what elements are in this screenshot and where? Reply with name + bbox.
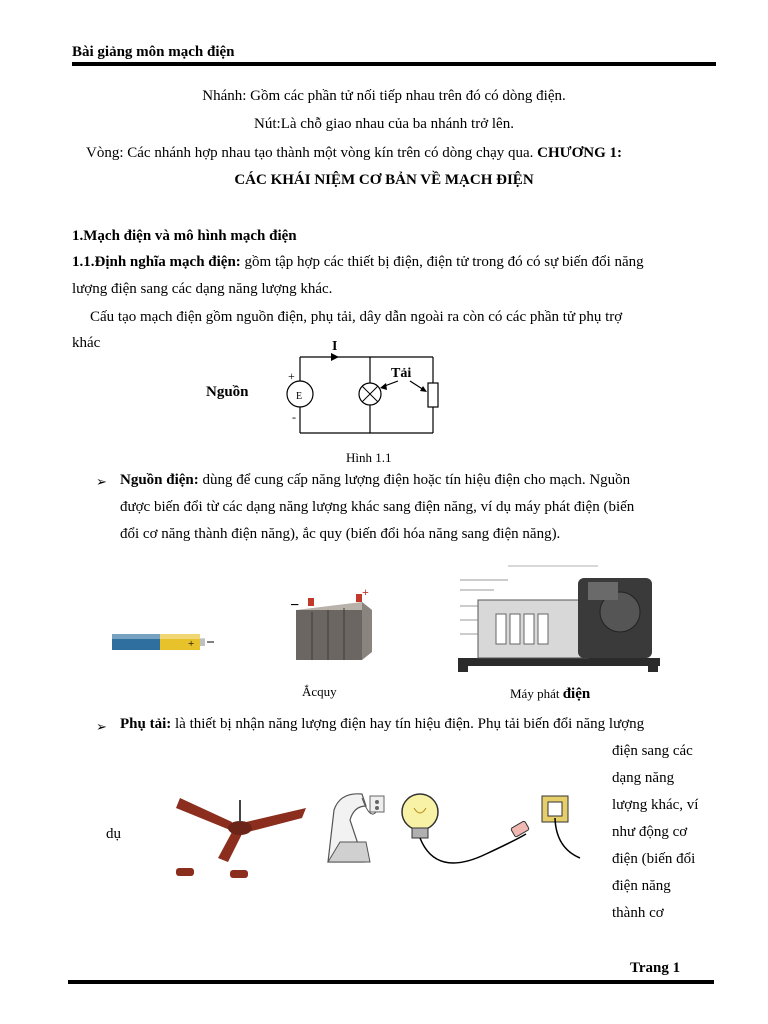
phutai-side-2: dạng năng [612, 770, 675, 786]
nguon-text-2: được biến đổi từ các dạng năng lượng khác sang điện năng, ví dụ máy phát điện (biến [120, 499, 635, 515]
minus-sign: - [292, 410, 296, 424]
figure-caption: Hình 1.1 [346, 450, 392, 465]
phutai-text-1: là thiết bị nhận năng lượng điện hay tín hiệu điện. Phụ tải biến đổi năng lượng [171, 716, 645, 732]
emf-label: E [296, 391, 303, 402]
generator-caption-text: Máy phát [510, 686, 560, 701]
bullet-arrow-icon-2: ➢ [96, 719, 107, 734]
definition-label: 1.1.Định nghĩa mạch điện: [72, 254, 241, 270]
generator-image [448, 560, 668, 686]
svg-text:−: − [290, 597, 300, 614]
definition-text-1: gồm tập hợp các thiết bị điện, điện tử trong đó có sự biến đổi năng [240, 254, 644, 270]
footer-rule [68, 980, 714, 984]
generator-caption [510, 686, 590, 703]
current-label: I [332, 339, 338, 354]
def-vong-text: Vòng: Các nhánh hợp nhau tạo thành một vòng kín trên có dòng chạy qua. [86, 145, 534, 161]
definition-text-2: lượng điện sang các dạng năng lượng khác. [72, 281, 333, 297]
resistor-icon [428, 383, 438, 407]
source-label: Nguồn [206, 384, 249, 400]
circuit-diagram [270, 335, 450, 445]
phutai-side-1: điện sang các [612, 743, 693, 759]
svg-text:+: + [362, 588, 369, 599]
header-rule [72, 62, 716, 66]
def-nut: Nút:Là chỗ giao nhau của ba nhánh trở lên. [254, 116, 514, 132]
nguon-text-3: đổi cơ năng thành điện năng), ắc quy (biến đổi hóa năng sang điện năng). [120, 526, 561, 542]
definition-paragraph-line-1 [72, 254, 644, 271]
def-nhanh: Nhánh: Gồm các phần tử nối tiếp nhau trên đó có dòng điện. [202, 88, 566, 104]
light-bulb-image [396, 788, 586, 870]
def-vong [86, 145, 622, 162]
ceiling-fan-image [170, 776, 310, 886]
bullet-arrow-icon: ➢ [96, 474, 107, 489]
acquy-caption: Ắcquy [302, 684, 337, 699]
phutai-side-5: điện (biến đổi [612, 851, 696, 867]
phutai-side-4: như động cơ [612, 824, 688, 840]
nguon-label: Nguồn điện: [120, 472, 199, 488]
svg-text:+: + [188, 638, 195, 650]
phutai-side-3: lượng khác, ví [612, 797, 699, 813]
phutai-du: dụ [106, 826, 121, 842]
generator-caption-bold: điện [562, 686, 591, 702]
phutai-label: Phụ tải: [120, 716, 172, 732]
current-arrow-icon [331, 353, 339, 361]
nguon-line-1 [120, 472, 630, 489]
load-label: Tải [391, 366, 412, 381]
cau-tao-line-2: khác [72, 335, 101, 351]
nguon-text-1: dùng để cung cấp năng lượng điện hoặc tín hiệu điện cho mạch. Nguồn [198, 472, 631, 488]
page-number: Trang 1 [630, 960, 681, 976]
header-title: Bài giảng môn mạch điện [72, 44, 235, 60]
plus-sign: + [288, 369, 295, 383]
section-heading: 1.Mạch điện và mô hình mạch điện [72, 228, 297, 244]
electric-iron-image [310, 780, 390, 872]
chapter-title: CÁC KHÁI NIỆM CƠ BẢN VỀ MẠCH ĐIỆN [234, 172, 534, 188]
car-battery-image [288, 588, 378, 668]
cau-tao-line-1: Cấu tạo mạch điện gồm nguồn điện, phụ tải, dây dẫn ngoài ra còn có các phần tử phụ trợ [90, 309, 623, 325]
chapter-label: CHƯƠNG 1: [537, 145, 623, 161]
phutai-side-7: thành cơ [612, 905, 664, 921]
phutai-line-1 [120, 716, 644, 733]
battery-cell-image [108, 628, 216, 658]
phutai-side-6: điện năng [612, 878, 671, 894]
